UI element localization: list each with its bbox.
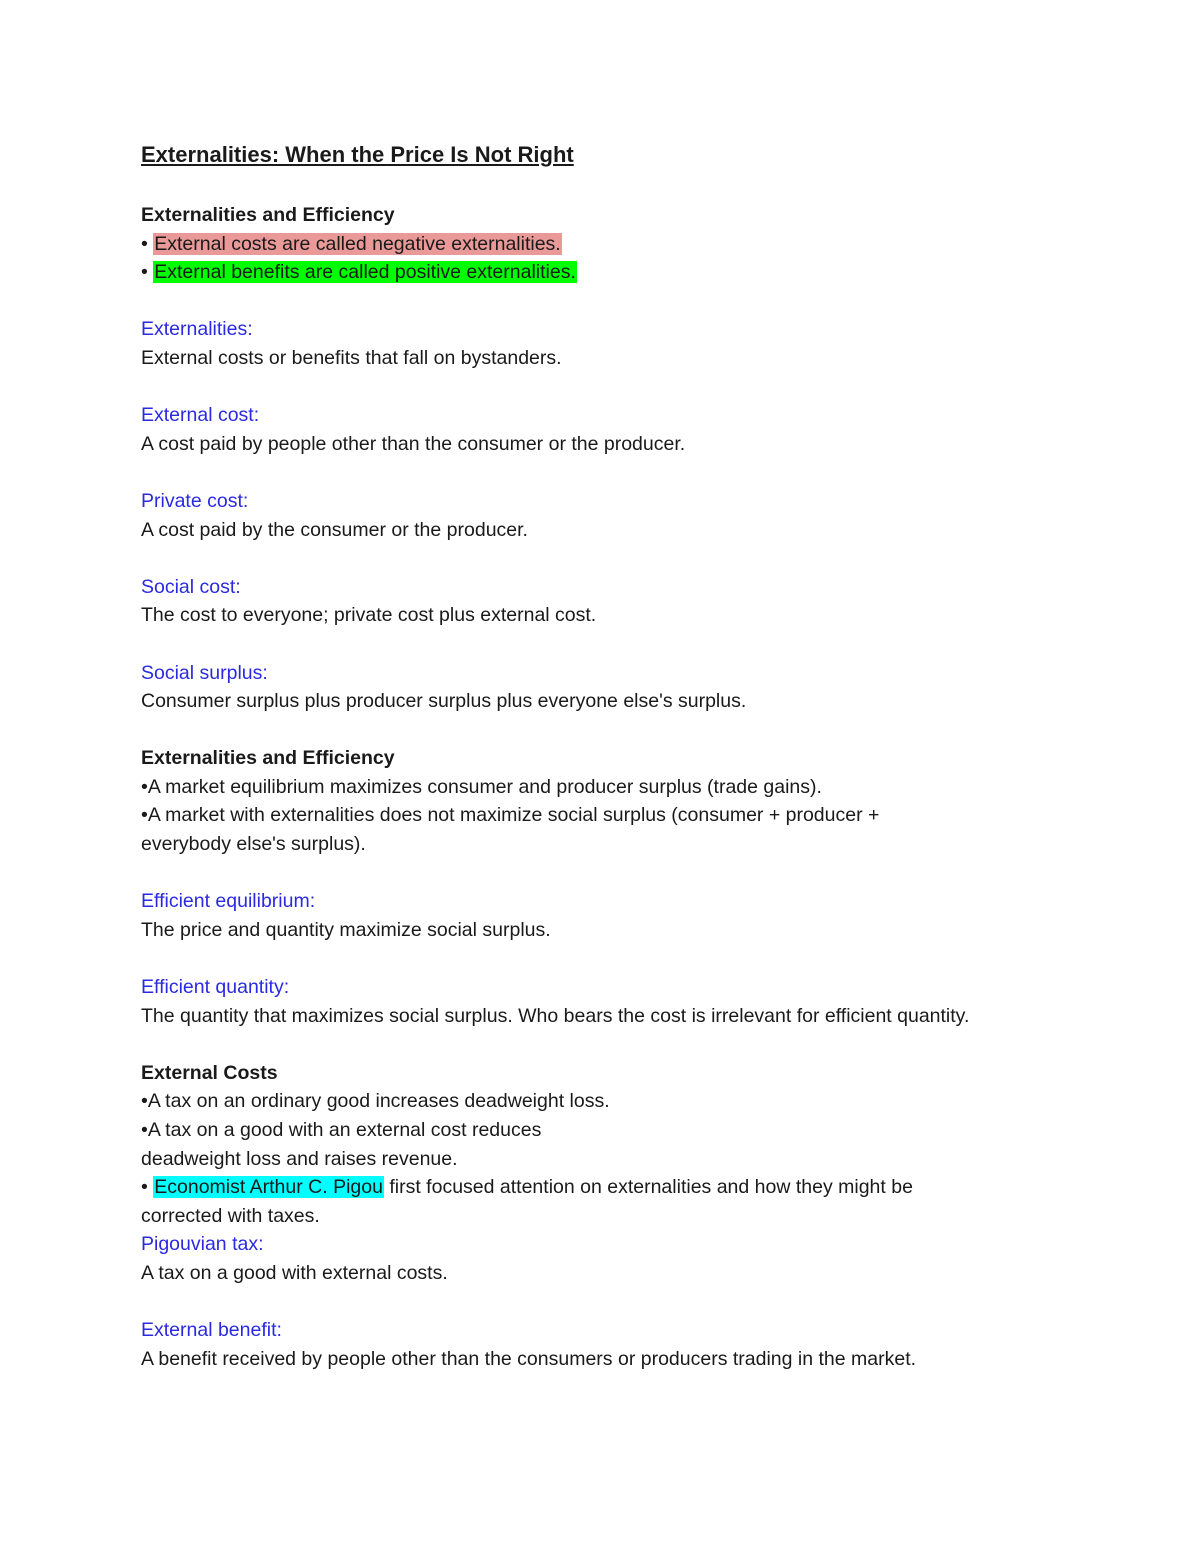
term-social-surplus: Social surplus:: [141, 661, 268, 684]
term-externalities: Externalities:: [141, 318, 253, 341]
bullet-mark: •: [141, 1090, 148, 1113]
term-pigouvian-tax: Pigouvian tax:: [141, 1233, 264, 1256]
definition-pigouvian-tax: A tax on a good with external costs.: [141, 1261, 448, 1284]
term-private-cost: Private cost:: [141, 489, 249, 512]
document-title: Externalities: When the Price Is Not Right: [141, 142, 574, 167]
bullet-text: A tax on an ordinary good increases deadweight loss.: [147, 1090, 610, 1113]
section-heading-externalities-efficiency-2: Externalities and Efficiency: [141, 747, 395, 770]
bullet-tax-external-cost: [141, 1116, 1101, 1145]
bullet-text: A market with externalities does not maximize social surplus (consumer + producer +: [147, 804, 880, 827]
bullet-market-externalities: [141, 801, 1101, 830]
section-heading-external-costs: External Costs: [141, 1061, 278, 1084]
term-efficient-equilibrium: Efficient equilibrium:: [141, 890, 316, 913]
bullet-tax-external-cost-continued: deadweight loss and raises revenue.: [141, 1147, 458, 1170]
highlight-positive-externalities: External benefits are called positive externalities.: [154, 261, 576, 284]
bullet-mark: •: [141, 775, 148, 798]
term-efficient-quantity: Efficient quantity:: [141, 976, 290, 999]
bullet-mark: •: [141, 804, 148, 827]
bullet-positive-externalities: [141, 258, 1101, 287]
section-heading-externalities-efficiency: Externalities and Efficiency: [141, 204, 395, 226]
bullet-pigou-continued: corrected with taxes.: [141, 1204, 320, 1227]
definition-external-benefit: A benefit received by people other than the consumers or producers trading in the market.: [141, 1347, 917, 1370]
definition-social-surplus: Consumer surplus plus producer surplus plus everyone else's surplus.: [141, 690, 747, 713]
highlight-negative-externalities: External costs are called negative externalities.: [154, 232, 561, 255]
definition-social-cost: The cost to everyone; private cost plus external cost.: [141, 604, 597, 627]
bullet-tax-ordinary-good: [141, 1087, 1101, 1116]
bullet-text: A market equilibrium maximizes consumer and producer surplus (trade gains).: [147, 775, 822, 798]
definition-externalities: External costs or benefits that fall on bystanders.: [141, 346, 562, 369]
bullet-market-equilibrium: [141, 773, 1101, 802]
term-external-cost: External cost:: [141, 404, 260, 427]
document-page: [141, 140, 1101, 1373]
bullet-market-externalities-continued: everybody else's surplus).: [141, 833, 366, 856]
bullet-mark: •: [141, 1119, 148, 1141]
definition-external-cost: A cost paid by people other than the consumer or the producer.: [141, 432, 686, 455]
bullet-pigou: [141, 1173, 1101, 1202]
bullet-mark: •: [141, 261, 148, 284]
definition-private-cost: A cost paid by the consumer or the producer.: [141, 518, 528, 541]
term-social-cost: Social cost:: [141, 575, 241, 598]
bullet-mark: •: [141, 1176, 148, 1199]
definition-efficient-equilibrium: The price and quantity maximize social surplus.: [141, 918, 551, 941]
bullet-mark: •: [141, 232, 148, 255]
pigou-text: first focused attention on externalities and how they might be: [383, 1176, 913, 1199]
definition-efficient-quantity: The quantity that maximizes social surplus. Who bears the cost is irrelevant for efficient quantity.: [141, 1004, 970, 1027]
bullet-negative-externalities: [141, 230, 1101, 259]
bullet-text: A tax on a good with an external cost reduces: [147, 1119, 542, 1141]
highlight-pigou: Economist Arthur C. Pigou: [154, 1176, 383, 1199]
term-external-benefit: External benefit:: [141, 1319, 282, 1342]
